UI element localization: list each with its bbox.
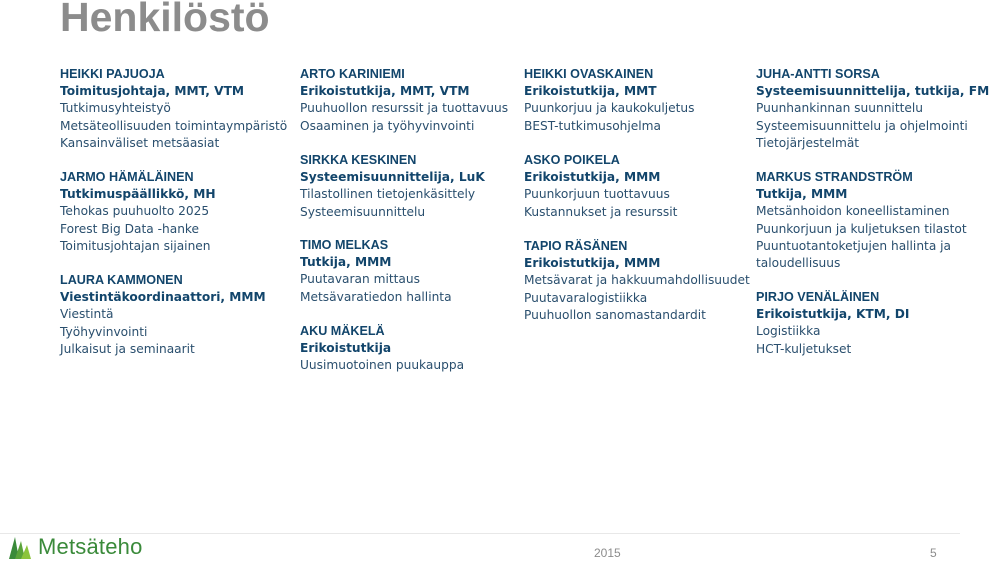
- staff-responsibility: Tietojärjestelmät: [756, 135, 860, 150]
- staff-member: [524, 66, 694, 135]
- staff-title: Tutkija, MMM: [756, 187, 848, 202]
- staff-title: Erikoistutkija, KTM, DI: [756, 307, 910, 322]
- staff-name: AKU MÄKELÄ: [300, 324, 385, 338]
- staff-title: Tutkija, MMM: [300, 255, 392, 270]
- staff-member: [756, 169, 967, 272]
- staff-member: [60, 169, 216, 255]
- staff-name: HEIKKI PAJUOJA: [60, 67, 165, 81]
- staff-name: HEIKKI OVASKAINEN: [524, 67, 654, 81]
- staff-responsibility: HCT-kuljetukset: [756, 341, 852, 356]
- staff-responsibility: Julkaisut ja seminaarit: [60, 341, 195, 356]
- staff-member: [300, 152, 485, 221]
- logo-text: Metsäteho: [38, 534, 143, 559]
- staff-title: Tutkimuspäällikkö, MH: [60, 187, 216, 202]
- staff-member: [300, 323, 464, 375]
- staff-title: Erikoistutkija, MMT: [524, 84, 657, 99]
- staff-title: Erikoistutkija, MMM: [524, 170, 661, 185]
- staff-responsibility: Toimitusjohtajan sijainen: [60, 238, 211, 253]
- staff-responsibility: Puutavaralogistiikka: [524, 290, 648, 305]
- staff-name: MARKUS STRANDSTRÖM: [756, 170, 913, 184]
- staff-member: [300, 237, 452, 306]
- staff-responsibility: Kustannukset ja resurssit: [524, 204, 678, 219]
- staff-responsibility: Puuhuollon resurssit ja tuottavuus: [300, 101, 509, 116]
- staff-name: JARMO HÄMÄLÄINEN: [60, 170, 194, 184]
- staff-responsibility: Metsävarat ja hakkuumahdollisuudet: [524, 273, 750, 288]
- staff-responsibility: Puuhuollon sanomastandardit: [524, 307, 706, 322]
- staff-responsibility: Metsävaratiedon hallinta: [300, 289, 452, 304]
- staff-title: Viestintäkoordinaattori, MMM: [60, 290, 266, 305]
- staff-name: JUHA-ANTTI SORSA: [756, 67, 880, 81]
- staff-member: [524, 238, 750, 324]
- staff-title: Toimitusjohtaja, MMT, VTM: [60, 84, 245, 99]
- staff-name: TIMO MELKAS: [300, 238, 389, 252]
- staff-responsibility: Systeemisuunnittelu ja ohjelmointi: [756, 118, 968, 133]
- staff-member: [756, 66, 989, 152]
- staff-responsibility: Puutavaran mittaus: [300, 272, 420, 287]
- staff-responsibility: Uusimuotoinen puukauppa: [300, 358, 465, 373]
- staff-responsibility: Työhyvinvointi: [60, 324, 148, 339]
- metsateho-logo: [6, 532, 143, 562]
- staff-responsibility: Viestintä: [60, 307, 114, 322]
- staff-responsibility: Osaaminen ja työhyvinvointi: [300, 118, 475, 133]
- staff-responsibility: Metsänhoidon koneellistaminen: [756, 204, 950, 219]
- staff-responsibility: Puunkorjuu ja kaukokuljetus: [524, 101, 695, 116]
- staff-name: LAURA KAMMONEN: [60, 273, 183, 287]
- staff-responsibility: Tutkimusyhteistyö: [60, 101, 171, 116]
- staff-name: PIRJO VENÄLÄINEN: [756, 290, 880, 304]
- staff-responsibility: Logistiikka: [756, 324, 821, 339]
- footer-divider: [0, 533, 960, 534]
- page-title: Henkilöstö: [60, 0, 270, 40]
- staff-responsibility: Puunkorjuun ja kuljetuksen tilastot: [756, 221, 967, 236]
- staff-title: Erikoistutkija, MMM: [524, 256, 661, 271]
- staff-member: [756, 289, 909, 358]
- staff-responsibility: BEST-tutkimusohjelma: [524, 118, 661, 133]
- footer-year: 2015: [594, 546, 621, 560]
- staff-member: [300, 66, 508, 135]
- staff-responsibility: Tehokas puuhuolto 2025: [60, 204, 210, 219]
- staff-member: [60, 272, 266, 358]
- staff-responsibility: Tilastollinen tietojenkäsittely: [300, 187, 476, 202]
- staff-responsibility: Puuntuotantoketjujen hallinta ja: [756, 238, 952, 253]
- staff-title: Systeemisuunnittelija, LuK: [300, 170, 485, 185]
- staff-responsibility: Puunhankinnan suunnittelu: [756, 101, 923, 116]
- staff-responsibility: Forest Big Data -hanke: [60, 221, 200, 236]
- staff-member: [60, 66, 287, 152]
- staff-name: ARTO KARINIEMI: [300, 67, 405, 81]
- staff-member: [524, 152, 677, 221]
- staff-responsibility: Puunkorjuun tuottavuus: [524, 187, 670, 202]
- staff-title: Erikoistutkija, MMT, VTM: [300, 84, 470, 99]
- staff-responsibility: taloudellisuus: [756, 255, 841, 270]
- staff-name: SIRKKA KESKINEN: [300, 153, 417, 167]
- staff-name: ASKO POIKELA: [524, 153, 620, 167]
- staff-responsibility: Metsäteollisuuden toimintaympäristö: [60, 118, 288, 133]
- staff-responsibility: Systeemisuunnittelu: [300, 204, 426, 219]
- staff-responsibility: Kansainväliset metsäasiat: [60, 135, 220, 150]
- tree-logo-icon: [6, 533, 32, 561]
- staff-name: TAPIO RÄSÄNEN: [524, 239, 628, 253]
- staff-title: Erikoistutkija: [300, 341, 392, 356]
- page-number: 5: [930, 546, 937, 560]
- staff-title: Systeemisuunnittelija, tutkija, FM: [756, 84, 989, 99]
